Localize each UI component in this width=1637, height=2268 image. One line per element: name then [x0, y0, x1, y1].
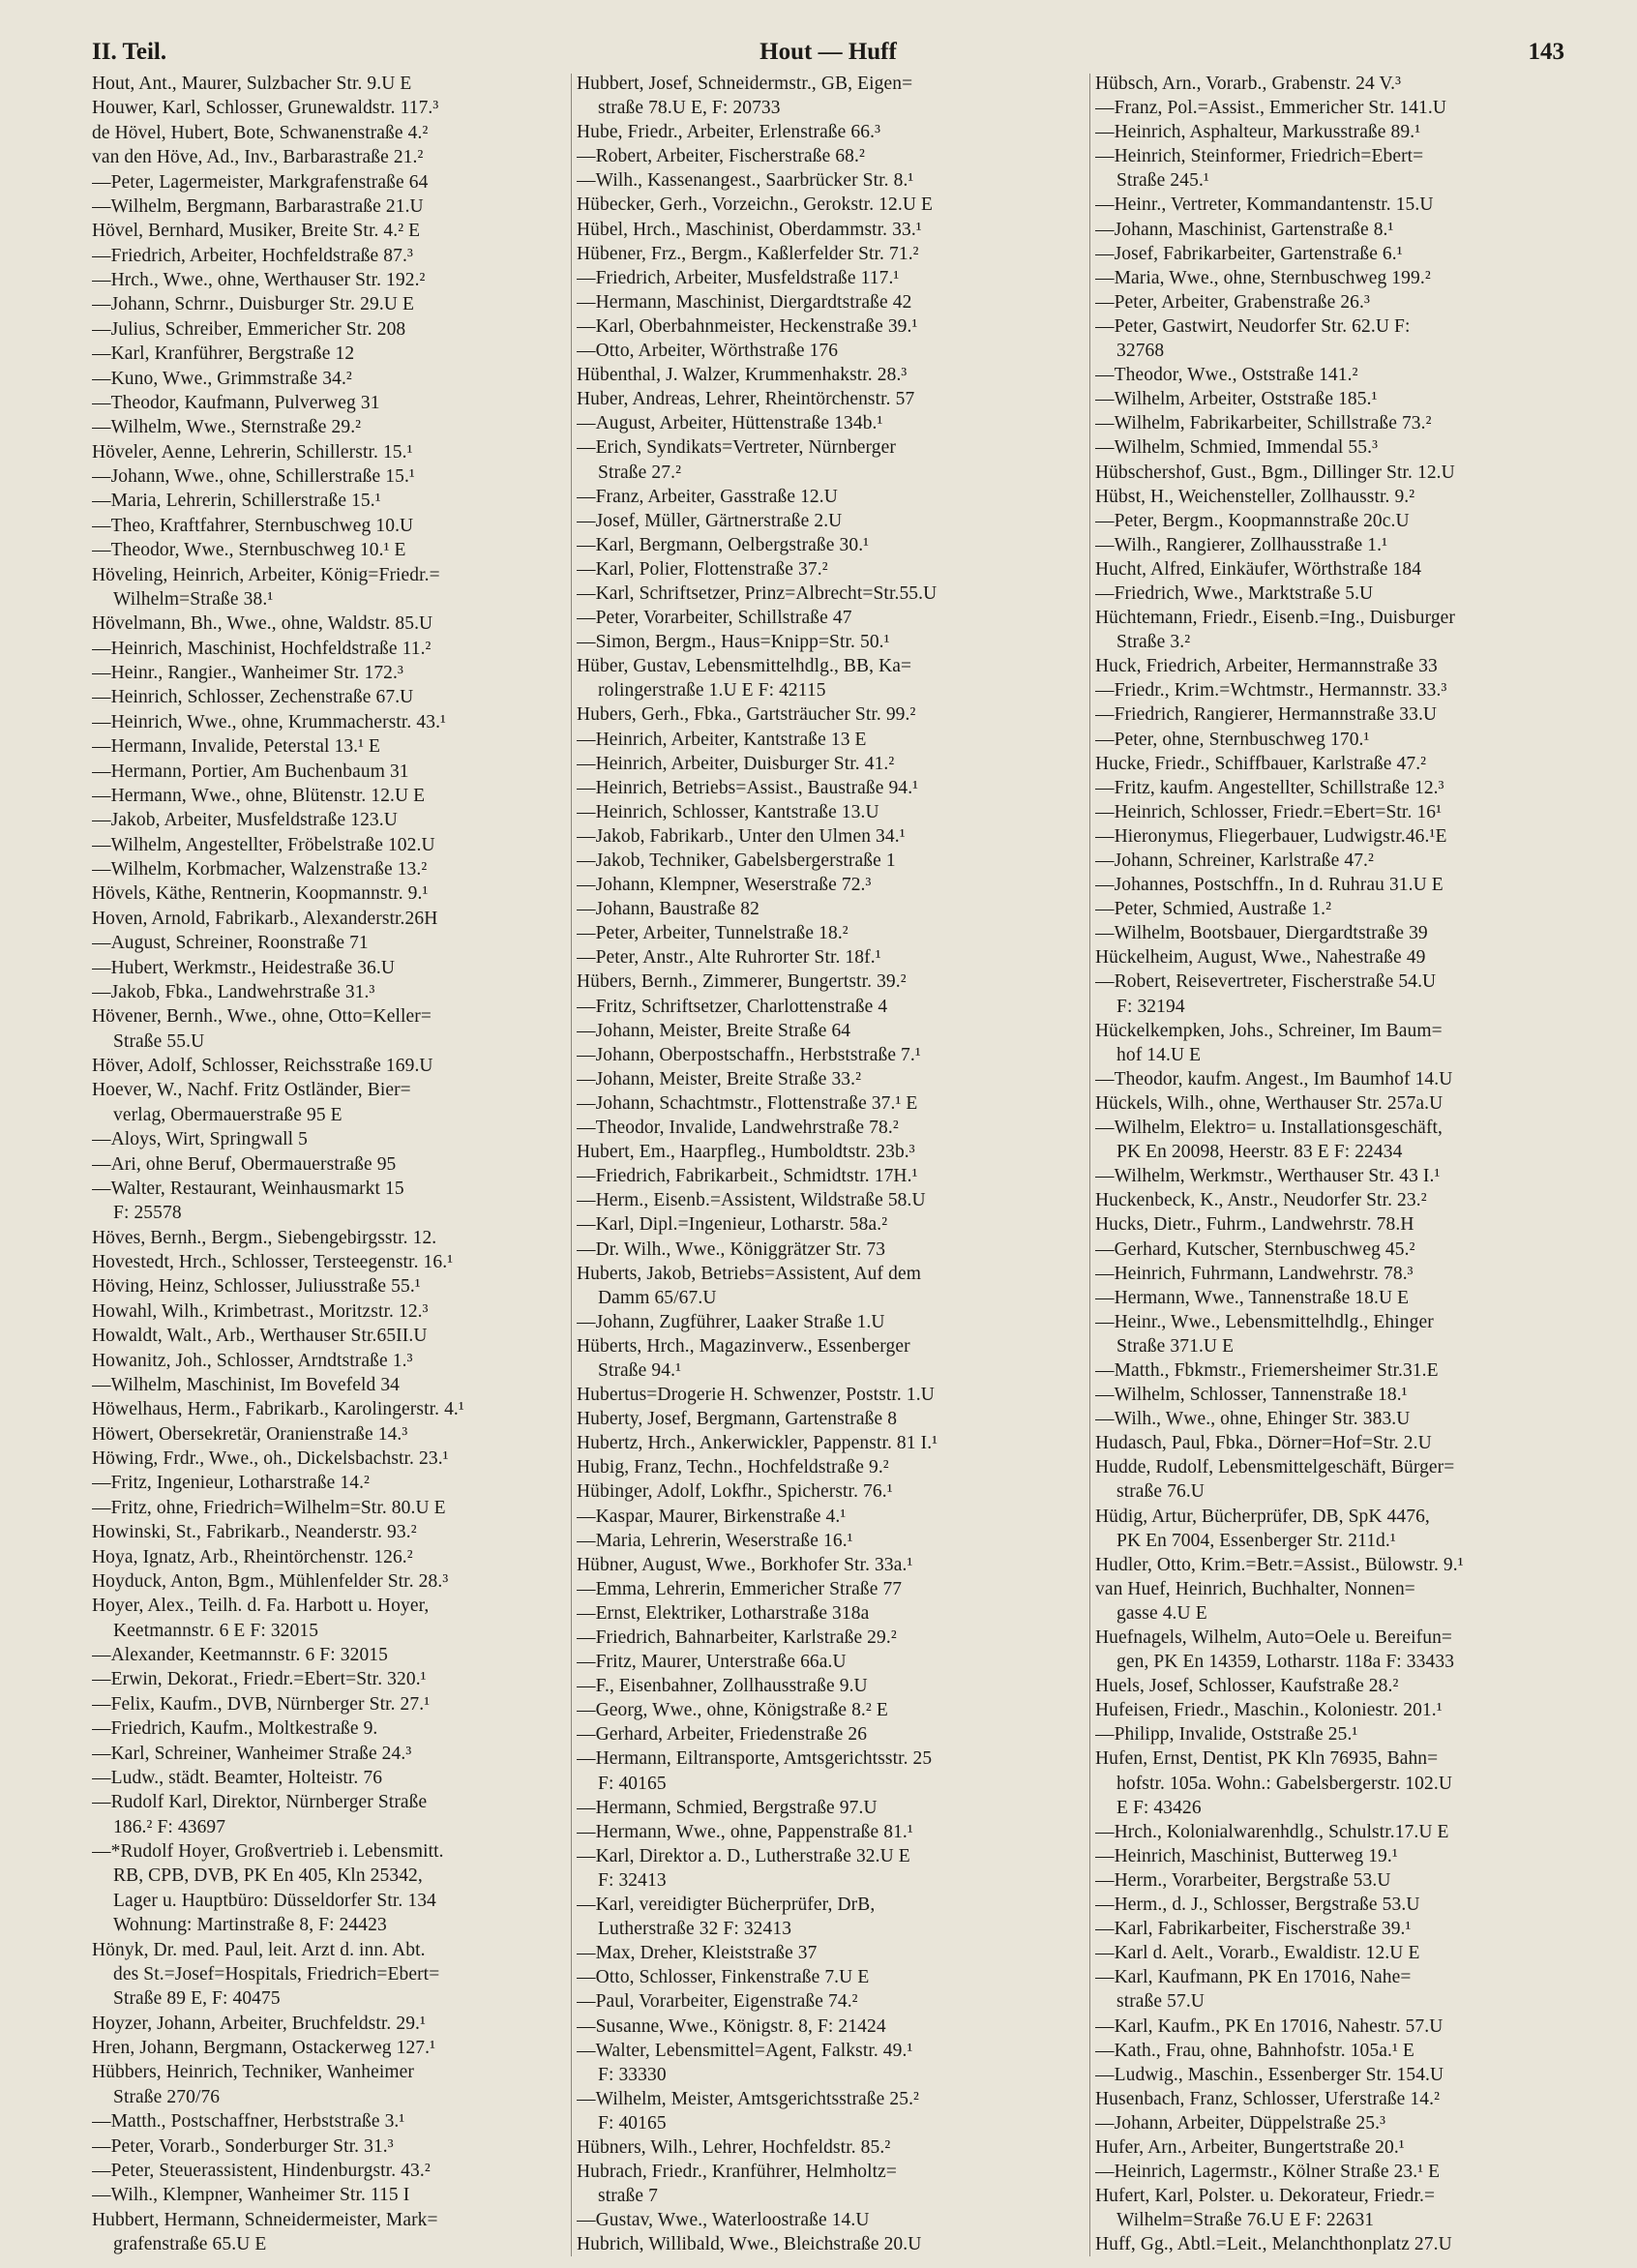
directory-entry: Hübners, Wilh., Lehrer, Hochfeldstr. 85.²	[577, 2136, 891, 2158]
directory-entry-continuation: F: 33330	[598, 2064, 667, 2085]
directory-entry: Hucks, Dietr., Fuhrm., Landwehrstr. 78.H	[1095, 1214, 1414, 1236]
directory-entry-continuation: Straße 245.¹	[1116, 170, 1209, 192]
directory-entry-continuation: gasse 4.U E	[1116, 1602, 1207, 1624]
directory-entry: —Johann, Wwe., ohne, Schillerstraße 15.¹	[92, 466, 415, 487]
directory-entry: —Gustav, Wwe., Waterloostraße 14.U	[577, 2210, 870, 2231]
directory-entry-continuation: PK En 7004, Essenberger Str. 211d.¹	[1116, 1530, 1396, 1551]
directory-entry: —Peter, Vorarb., Sonderburger Str. 31.³	[92, 2135, 394, 2157]
directory-entry: —August, Schreiner, Roonstraße 71	[92, 933, 369, 954]
directory-entry: —Hrch., Wwe., ohne, Werthauser Str. 192.²	[92, 270, 426, 290]
directory-entry: Hufer, Arn., Arbeiter, Bungertstraße 20.¹	[1095, 2136, 1405, 2158]
directory-entry: —Otto, Schlosser, Finkenstraße 7.U E	[577, 1967, 870, 1988]
directory-entry: —Friedrich, Arbeiter, Musfeldstraße 117.¹	[577, 267, 900, 288]
directory-entry: Huberty, Josef, Bergmann, Gartenstraße 8	[577, 1409, 898, 1430]
directory-entry: Hucht, Alfred, Einkäufer, Wörthstraße 184	[1095, 558, 1422, 580]
directory-entry: —Friedrich, Wwe., Marktstraße 5.U	[1095, 582, 1374, 604]
directory-entry: Hubert, Em., Haarpfleg., Humboldtstr. 23b.³	[577, 1142, 915, 1163]
directory-entry: Hoever, W., Nachf. Fritz Ostländer, Bier=	[92, 1080, 411, 1101]
directory-entry: —Heinr., Wwe., Lebensmittelhdlg., Ehinger	[1095, 1311, 1434, 1332]
directory-entry: —Walter, Lebensmittel=Agent, Falkstr. 49.¹	[577, 2040, 913, 2061]
directory-entry: —Matth., Postschaffner, Herbststraße 3.¹	[92, 2111, 405, 2133]
directory-entry: Hubertus=Drogerie H. Schwenzer, Poststr. 1.U	[577, 1385, 935, 1406]
directory-entry: —*Rudolf Hoyer, Großvertrieb i. Lebensmitt.	[92, 1841, 444, 1862]
directory-entry: —Franz, Arbeiter, Gasstraße 12.U	[577, 486, 838, 507]
directory-entry: —Peter, Arbeiter, Grabenstraße 26.³	[1095, 291, 1370, 313]
directory-entry-continuation: Straße 371.U E	[1116, 1335, 1235, 1357]
directory-entry: —Hermann, Eiltransporte, Amtsgerichtsstr. 25	[577, 1748, 933, 1770]
directory-entry: —Peter, Anstr., Alte Ruhrorter Str. 18f.¹	[577, 947, 881, 969]
directory-entry: —Robert, Arbeiter, Fischerstraße 68.²	[577, 146, 865, 167]
directory-entry: Hubbert, Josef, Schneidermstr., GB, Eigen=	[577, 74, 913, 94]
directory-entry: —Matth., Fbkmstr., Friemersheimer Str.31.E	[1095, 1359, 1439, 1381]
directory-entry: Hubertz, Hrch., Ankerwickler, Pappenstr. 81 I.¹	[577, 1433, 938, 1454]
directory-entry: —Wilhelm, Fabrikarbeiter, Schillstraße 73.²	[1095, 413, 1432, 434]
directory-column-3	[1095, 74, 1574, 2256]
directory-entry: —Jakob, Fabrikarb., Unter den Ulmen 34.¹	[577, 825, 906, 847]
directory-entry: —Wilhelm, Wwe., Sternstraße 29.²	[92, 417, 362, 438]
directory-entry: —Theodor, Kaufmann, Pulverweg 31	[92, 392, 380, 413]
directory-entry: —Peter, Schmied, Austraße 1.²	[1095, 899, 1332, 920]
directory-entry: Hoyduck, Anton, Bgm., Mühlenfelder Str. 28.³	[92, 1570, 449, 1592]
directory-entry: —Karl d. Aelt., Vorarb., Ewaldistr. 12.U E	[1095, 1943, 1420, 1964]
directory-entry-continuation: F: 25578	[113, 1203, 182, 1224]
directory-entry: Hufert, Karl, Polster. u. Dekorateur, Friedr.=	[1095, 2186, 1436, 2207]
column-divider	[1089, 74, 1090, 2256]
directory-entry: —Erwin, Dekorat., Friedr.=Ebert=Str. 320.¹	[92, 1669, 427, 1690]
directory-entry: —Wilhelm, Maschinist, Im Bovefeld 34	[92, 1374, 401, 1395]
directory-entry: —Johann, Schreiner, Karlstraße 47.²	[1095, 850, 1374, 871]
directory-entry: —Paul, Vorarbeiter, Eigenstraße 74.²	[577, 1991, 858, 2013]
directory-entry: Hübenthal, J. Walzer, Krummenhakstr. 28.³	[577, 365, 908, 386]
directory-entry: Hren, Johann, Bergmann, Ostackerweg 127.¹	[92, 2038, 436, 2058]
directory-entry: —Wilh., Wwe., ohne, Ehinger Str. 383.U	[1095, 1409, 1411, 1430]
directory-entry: —Heinrich, Maschinist, Hochfeldstraße 11.²	[92, 638, 432, 659]
directory-entry-continuation: Lutherstraße 32 F: 32413	[598, 1919, 792, 1940]
directory-entry: —Peter, Lagermeister, Markgrafenstraße 64	[92, 171, 429, 193]
directory-entry-continuation: PK En 20098, Heerstr. 83 E F: 22434	[1116, 1142, 1403, 1163]
directory-entry: —Johann, Meister, Breite Straße 33.²	[577, 1068, 862, 1089]
directory-entry: —Heinrich, Arbeiter, Duisburger Str. 41.²	[577, 753, 895, 774]
directory-entry-continuation: Straße 270/76	[113, 2086, 221, 2107]
directory-entry: Hubrach, Friedr., Kranführer, Helmholtz=	[577, 2162, 897, 2183]
directory-entry: —F., Eisenbahner, Zollhausstraße 9.U	[577, 1676, 868, 1697]
directory-entry-continuation: Straße 27.²	[598, 462, 682, 483]
directory-entry: Hoyzer, Johann, Arbeiter, Bruchfeldstr. 29.¹	[92, 2013, 426, 2034]
directory-entry-continuation: Lager u. Hauptbüro: Düsseldorfer Str. 134	[113, 1890, 436, 1911]
directory-entry: —Karl, Bergmann, Oelbergstraße 30.¹	[577, 534, 870, 555]
directory-entry: —Karl, Direktor a. D., Lutherstraße 32.U E	[577, 1845, 910, 1866]
directory-entry: Hövelmann, Bh., Wwe., ohne, Waldstr. 85.U	[92, 613, 433, 635]
directory-entry: Hoven, Arnold, Fabrikarb., Alexanderstr.26H	[92, 908, 438, 929]
directory-entry: —Wilhelm, Angestellter, Fröbelstraße 102.U	[92, 834, 435, 855]
directory-entry: —Heinrich, Steinformer, Friedrich=Ebert=	[1095, 146, 1424, 167]
directory-entry: —Johann, Meister, Breite Straße 64	[577, 1020, 851, 1041]
directory-entry: Höwing, Frdr., Wwe., oh., Dickelsbachstr. 23.¹	[92, 1448, 449, 1469]
directory-entry-continuation: F: 32413	[598, 1869, 667, 1891]
directory-entry: —Hermann, Wwe., ohne, Blütenstr. 12.U E	[92, 785, 426, 806]
directory-entry: —Kath., Frau, ohne, Bahnhofstr. 105a.¹ E	[1095, 2040, 1414, 2061]
directory-entry: —Wilhelm, Arbeiter, Oststraße 185.¹	[1095, 389, 1378, 410]
directory-entry-continuation: 186.² F: 43697	[113, 1816, 226, 1837]
directory-column-1	[92, 74, 566, 2256]
directory-entry: —Hermann, Maschinist, Diergardtstraße 42	[577, 291, 912, 313]
directory-entry: Huberts, Jakob, Betriebs=Assistent, Auf dem	[577, 1263, 921, 1284]
directory-entry: —Friedr., Krim.=Wchtmstr., Hermannstr. 33.³	[1095, 680, 1447, 701]
directory-entry: —Heinrich, Lagermstr., Kölner Straße 23.¹ E	[1095, 2162, 1441, 2183]
directory-entry: —Hermann, Wwe., Tannenstraße 18.U E	[1095, 1287, 1410, 1308]
directory-entry: Hucke, Friedr., Schiffbauer, Karlstraße 47.²	[1095, 753, 1427, 774]
directory-entry: Hubrich, Willibald, Wwe., Bleichstraße 20.U	[577, 2234, 922, 2255]
directory-entry: —Johannes, Postschffn., In d. Ruhrau 31.U E	[1095, 875, 1444, 896]
directory-entry: Hübecker, Gerh., Vorzeichn., Gerokstr. 12.U E	[577, 194, 933, 216]
directory-entry-continuation: grafenstraße 65.U E	[113, 2234, 267, 2254]
directory-entry: —Maria, Lehrerin, Schillerstraße 15.¹	[92, 491, 381, 512]
directory-entry: —Philipp, Invalide, Oststraße 25.¹	[1095, 1724, 1358, 1746]
directory-entry: Howinski, St., Fabrikarb., Neanderstr. 93.²	[92, 1522, 417, 1543]
directory-entry: Hönyk, Dr. med. Paul, leit. Arzt d. inn. Abt.	[92, 1939, 426, 1960]
directory-entry: —Heinrich, Schlosser, Zechenstraße 67.U	[92, 687, 414, 708]
directory-entry: Höver, Adolf, Schlosser, Reichsstraße 169.U	[92, 1056, 433, 1076]
directory-entry: Hubers, Gerh., Fbka., Gartsträucher Str. 99.²	[577, 704, 916, 726]
directory-entry: Höwert, Obersekretär, Oranienstraße 14.³	[92, 1423, 408, 1445]
directory-entry: —Heinrich, Asphalteur, Markusstraße 89.¹	[1095, 122, 1421, 143]
directory-entry: Hoya, Ignatz, Arb., Rheintörchenstr. 126.²	[92, 1546, 413, 1567]
directory-entry: —Theo, Kraftfahrer, Sternbuschweg 10.U	[92, 515, 414, 536]
directory-entry: de Hövel, Hubert, Bote, Schwanenstraße 4.²	[92, 122, 429, 143]
directory-entry: —Friedrich, Kaufm., Moltkestraße 9.	[92, 1718, 378, 1740]
directory-entry-continuation: straße 57.U	[1116, 1991, 1205, 2013]
directory-entry: —Friedrich, Bahnarbeiter, Karlstraße 29.²	[577, 1627, 897, 1648]
directory-entry: —Georg, Wwe., ohne, Königstraße 8.² E	[577, 1700, 888, 1721]
directory-entry: —Hieronymus, Fliegerbauer, Ludwigstr.46.¹E	[1095, 825, 1447, 847]
directory-entry: Hufen, Ernst, Dentist, PK Kln 76935, Bahn=	[1095, 1748, 1439, 1770]
directory-entry: —Karl, vereidigter Bücherprüfer, DrB,	[577, 1895, 876, 1916]
directory-entry: —Jakob, Techniker, Gabelsbergerstraße 1	[577, 850, 896, 871]
directory-entry-continuation: F: 32194	[1116, 996, 1185, 1017]
directory-entry-continuation: Keetmannstr. 6 E F: 32015	[113, 1620, 319, 1641]
directory-entry: —Alexander, Keetmannstr. 6 F: 32015	[92, 1645, 388, 1665]
directory-entry: —Aloys, Wirt, Springwall 5	[92, 1129, 308, 1150]
directory-entry: —Heinrich, Schlosser, Kantstraße 13.U	[577, 801, 879, 822]
directory-entry: Huels, Josef, Schlosser, Kaufstraße 28.²	[1095, 1676, 1399, 1697]
directory-entry: —Heinrich, Wwe., ohne, Krummacherstr. 43.¹	[92, 711, 447, 732]
directory-entry: —Wilhelm, Bootsbauer, Diergardtstraße 39	[1095, 923, 1428, 944]
directory-entry: —Gerhard, Kutscher, Sternbuschweg 45.²	[1095, 1238, 1415, 1260]
directory-entry: —Kaspar, Maurer, Birkenstraße 4.¹	[577, 1506, 847, 1527]
directory-entry-continuation: hofstr. 105a. Wohn.: Gabelsbergerstr. 102.U	[1116, 1773, 1453, 1794]
directory-entry: —Hermann, Schmied, Bergstraße 97.U	[577, 1797, 878, 1818]
section-label: II. Teil.	[92, 39, 167, 65]
directory-entry: —Rudolf Karl, Direktor, Nürnberger Straße	[92, 1792, 428, 1813]
directory-entry: Howanitz, Joh., Schlosser, Arndtstraße 1.³	[92, 1350, 413, 1371]
directory-entry-continuation: RB, CPB, DVB, PK En 405, Kln 25342,	[113, 1865, 423, 1887]
directory-entry: —Fritz, Schriftsetzer, Charlottenstraße 4	[577, 996, 888, 1017]
directory-entry-continuation: Straße 3.²	[1116, 632, 1191, 653]
directory-entry: —Karl, Kaufmann, PK En 17016, Nahe=	[1095, 1967, 1412, 1988]
directory-entry: —Simon, Bergm., Haus=Knipp=Str. 50.¹	[577, 632, 890, 653]
directory-entry: Huber, Andreas, Lehrer, Rheintörchenstr. 57	[577, 389, 915, 410]
directory-entry: —Wilh., Kassenangest., Saarbrücker Str. 8.¹	[577, 170, 914, 192]
directory-entry: —Heinrich, Fuhrmann, Landwehrstr. 78.³	[1095, 1263, 1414, 1284]
directory-entry: —Ludw., städt. Beamter, Holteistr. 76	[92, 1767, 383, 1788]
directory-entry: —Otto, Arbeiter, Wörthstraße 176	[577, 341, 839, 362]
directory-entry: —Heinr., Vertreter, Kommandantenstr. 15.U	[1095, 194, 1434, 216]
directory-entry: Hudasch, Paul, Fbka., Dörner=Hof=Str. 2.U	[1095, 1433, 1432, 1454]
directory-entry: Hövels, Käthe, Rentnerin, Koopmannstr. 9.¹	[92, 883, 429, 905]
directory-entry-continuation: straße 78.U E, F: 20733	[598, 98, 781, 119]
directory-entry: —Karl, Dipl.=Ingenieur, Lotharstr. 58a.²	[577, 1214, 888, 1236]
directory-entry: Hube, Friedr., Arbeiter, Erlenstraße 66.³	[577, 122, 881, 143]
directory-entry: Hübner, August, Wwe., Borkhofer Str. 33a.¹	[577, 1554, 913, 1575]
directory-entry: —Theodor, Wwe., Sternbuschweg 10.¹ E	[92, 540, 406, 561]
directory-entry: —Ludwig., Maschin., Essenberger Str. 154.U	[1095, 2064, 1444, 2085]
directory-entry-continuation: F: 40165	[598, 2112, 667, 2134]
directory-entry-continuation: Wilhelm=Straße 38.¹	[113, 588, 274, 610]
directory-entry: Hübsch, Arn., Vorarb., Grabenstr. 24 V.³	[1095, 74, 1402, 94]
directory-entry: Höves, Bernh., Bergm., Siebengebirgsstr. 12.	[92, 1227, 437, 1248]
directory-entry: van Huef, Heinrich, Buchhalter, Nonnen=	[1095, 1578, 1415, 1599]
directory-entry: —Hermann, Wwe., ohne, Pappenstraße 81.¹	[577, 1821, 913, 1842]
directory-entry: Hüchtemann, Friedr., Eisenb.=Ing., Duisburger	[1095, 608, 1456, 629]
directory-entry: —Karl, Schriftsetzer, Prinz=Albrecht=Str.55.U	[577, 582, 938, 604]
directory-entry: —Franz, Pol.=Assist., Emmericher Str. 141.U	[1095, 98, 1447, 119]
directory-entry: Hückelheim, August, Wwe., Nahestraße 49	[1095, 947, 1426, 969]
directory-entry-continuation: des St.=Josef=Hospitals, Friedrich=Ebert=	[113, 1963, 440, 1984]
directory-entry: Hövener, Bernh., Wwe., ohne, Otto=Keller=	[92, 1006, 432, 1028]
directory-entry: —Wilhelm, Meister, Amtsgerichtsstraße 25.²	[577, 2088, 919, 2109]
column-divider	[571, 74, 572, 2256]
directory-entry: —Hermann, Portier, Am Buchenbaum 31	[92, 761, 409, 782]
directory-entry: —Wilhelm, Schmied, Immendal 55.³	[1095, 437, 1379, 459]
directory-entry-continuation: F: 40165	[598, 1773, 667, 1794]
directory-entry-continuation: Straße 94.¹	[598, 1359, 682, 1381]
directory-entry: Howaldt, Walt., Arb., Werthauser Str.65II.U	[92, 1326, 428, 1347]
directory-entry-continuation: gen, PK En 14359, Lotharstr. 118a F: 33433	[1116, 1652, 1455, 1673]
directory-entry: Huff, Gg., Abtl.=Leit., Melanchthonplatz 27.U	[1095, 2234, 1452, 2255]
directory-entry: —Ari, ohne Beruf, Obermauerstraße 95	[92, 1153, 397, 1175]
directory-entry: —Fritz, kaufm. Angestellter, Schillstraße 12.³	[1095, 777, 1444, 798]
directory-entry: —Max, Dreher, Kleiststraße 37	[577, 1943, 818, 1964]
directory-entry: Hübinger, Adolf, Lokfhr., Spicherstr. 76.¹	[577, 1481, 893, 1503]
directory-entry-continuation: straße 76.U	[1116, 1481, 1205, 1503]
directory-entry: —Karl, Kranführer, Bergstraße 12	[92, 343, 355, 365]
directory-entry: —Peter, Arbeiter, Tunnelstraße 18.²	[577, 923, 848, 944]
directory-column-2	[577, 74, 1085, 2256]
directory-entry: Hubig, Franz, Techn., Hochfeldstraße 9.²	[577, 1457, 889, 1478]
directory-entry: —Johann, Klempner, Weserstraße 72.³	[577, 875, 872, 896]
directory-entry: —Maria, Wwe., ohne, Sternbuschweg 199.²	[1095, 267, 1431, 288]
directory-entry: —Wilhelm, Werkmstr., Werthauser Str. 43 I.¹	[1095, 1166, 1441, 1187]
directory-entry: Hübel, Hrch., Maschinist, Oberdammstr. 33.¹	[577, 219, 922, 240]
directory-entry-continuation: Straße 55.U	[113, 1030, 205, 1052]
directory-entry: Hübers, Bernh., Zimmerer, Bungertstr. 39.²	[577, 971, 907, 993]
directory-entry: —Friedrich, Rangierer, Hermannstraße 33.U	[1095, 704, 1438, 726]
directory-entry: Hoyer, Alex., Teilh. d. Fa. Harbott u. Hoyer,	[92, 1596, 430, 1617]
directory-entry: Husenbach, Franz, Schlosser, Uferstraße 14.²	[1095, 2088, 1441, 2109]
directory-entry-continuation: verlag, Obermauerstraße 95 E	[113, 1104, 342, 1125]
directory-entry: Hübbers, Heinrich, Techniker, Wanheimer	[92, 2062, 415, 2083]
directory-entry: —August, Arbeiter, Hüttenstraße 134b.¹	[577, 413, 883, 434]
directory-entry: —Heinrich, Maschinist, Butterweg 19.¹	[1095, 1845, 1398, 1866]
page-number: 143	[1528, 39, 1564, 65]
directory-entry: —Susanne, Wwe., Königstr. 8, F: 21424	[577, 2015, 886, 2037]
directory-entry: —Ernst, Elektriker, Lotharstraße 318a	[577, 1602, 870, 1624]
directory-entry: —Karl, Schreiner, Wanheimer Straße 24.³	[92, 1743, 412, 1764]
directory-entry: —Felix, Kaufm., DVB, Nürnberger Str. 27.¹	[92, 1693, 431, 1715]
directory-entry: —Walter, Restaurant, Weinhausmarkt 15	[92, 1178, 404, 1199]
directory-entry: —Wilhelm, Korbmacher, Walzenstraße 13.²	[92, 859, 428, 880]
directory-entry: —Peter, Steuerassistent, Hindenburgstr. 43.²	[92, 2160, 431, 2181]
directory-entry: Hübschershof, Gust., Bgm., Dillinger Str. 12.U	[1095, 462, 1455, 483]
directory-entry: —Josef, Müller, Gärtnerstraße 2.U	[577, 510, 843, 531]
directory-entry: Hubbert, Hermann, Schneidermeister, Mark=	[92, 2209, 438, 2230]
directory-entry: —Friedrich, Arbeiter, Hochfeldstraße 87.³	[92, 245, 413, 266]
directory-entry: —Karl, Polier, Flottenstraße 37.²	[577, 558, 828, 580]
directory-entry: —Wilh., Rangierer, Zollhausstraße 1.¹	[1095, 534, 1388, 555]
directory-entry: Hüber, Gustav, Lebensmittelhdlg., BB, Ka=	[577, 656, 912, 677]
directory-entry-continuation: E F: 43426	[1116, 1797, 1202, 1818]
directory-entry: Hückelkempken, Johs., Schreiner, Im Baum=	[1095, 1020, 1443, 1041]
directory-entry: Hüdig, Artur, Bücherprüfer, DB, SpK 4476,	[1095, 1506, 1430, 1527]
directory-entry: —Fritz, ohne, Friedrich=Wilhelm=Str. 80.U E	[92, 1497, 446, 1518]
directory-entry: —Jakob, Arbeiter, Musfeldstraße 123.U	[92, 810, 398, 831]
directory-entry: —Julius, Schreiber, Emmericher Str. 208	[92, 318, 406, 340]
directory-entry: Hufeisen, Friedr., Maschin., Koloniestr. 201.¹	[1095, 1700, 1443, 1721]
directory-entry: —Friedrich, Fabrikarbeit., Schmidtstr. 17H.¹	[577, 1166, 918, 1187]
directory-entry: Houwer, Karl, Schlosser, Grunewaldstr. 117.³	[92, 98, 439, 119]
directory-entry: —Theodor, Invalide, Landwehrstraße 78.²	[577, 1118, 899, 1139]
directory-entry: —Heinr., Rangier., Wanheimer Str. 172.³	[92, 663, 403, 683]
directory-entry: Hübener, Frz., Bergm., Kaßlerfelder Str. 71.²	[577, 243, 919, 264]
directory-entry: —Heinrich, Betriebs=Assist., Baustraße 94.¹	[577, 777, 919, 798]
directory-entry-continuation: Straße 89 E, F: 40475	[113, 1988, 281, 2010]
directory-entry-continuation: Wilhelm=Straße 76.U E F: 22631	[1116, 2210, 1375, 2231]
directory-entry: —Jakob, Fbka., Landwehrstraße 31.³	[92, 981, 375, 1002]
directory-entry: —Theodor, kaufm. Angest., Im Baumhof 14.U	[1095, 1068, 1453, 1089]
directory-entry: —Maria, Lehrerin, Weserstraße 16.¹	[577, 1530, 853, 1551]
directory-entry: —Johann, Zugführer, Laaker Straße 1.U	[577, 1311, 885, 1332]
directory-entry: —Hubert, Werkmstr., Heidestraße 36.U	[92, 957, 396, 978]
directory-entry: Huck, Friedrich, Arbeiter, Hermannstraße 33	[1095, 656, 1438, 677]
directory-entry: —Kuno, Wwe., Grimmstraße 34.²	[92, 368, 352, 389]
directory-entry: —Fritz, Maurer, Unterstraße 66a.U	[577, 1652, 847, 1673]
directory-entry: —Herm., Vorarbeiter, Bergstraße 53.U	[1095, 1869, 1391, 1891]
directory-entry: Hout, Ant., Maurer, Sulzbacher Str. 9.U E	[92, 74, 412, 94]
directory-entry: Höving, Heinz, Schlosser, Juliusstraße 55.¹	[92, 1276, 421, 1298]
directory-entry: —Hrch., Kolonialwarenhdlg., Schulstr.17.U E	[1095, 1821, 1449, 1842]
directory-entry: —Johann, Baustraße 82	[577, 899, 759, 920]
directory-entry: —Heinrich, Schlosser, Friedr.=Ebert=Str. 16¹	[1095, 801, 1443, 822]
directory-entry: Höveler, Aenne, Lehrerin, Schillerstr. 15.¹	[92, 441, 413, 463]
directory-entry: —Gerhard, Arbeiter, Friedenstraße 26	[577, 1724, 868, 1746]
directory-entry: —Fritz, Ingenieur, Lotharstraße 14.²	[92, 1473, 370, 1494]
directory-entry-continuation: rolingerstraße 1.U E F: 42115	[598, 680, 826, 701]
directory-entry: —Peter, Vorarbeiter, Schillstraße 47	[577, 608, 852, 629]
directory-entry: —Heinrich, Arbeiter, Kantstraße 13 E	[577, 729, 867, 750]
directory-entry: —Peter, Bergm., Koopmannstraße 20c.U	[1095, 510, 1410, 531]
directory-entry: —Wilhelm, Schlosser, Tannenstraße 18.¹	[1095, 1385, 1408, 1406]
directory-entry: —Emma, Lehrerin, Emmericher Straße 77	[577, 1578, 903, 1599]
directory-entry: —Karl, Oberbahnmeister, Heckenstraße 39.¹	[577, 315, 918, 337]
page-header	[92, 39, 1564, 72]
directory-entry: —Hermann, Invalide, Peterstal 13.¹ E	[92, 736, 381, 758]
directory-entry-continuation: hof 14.U E	[1116, 1044, 1202, 1065]
directory-entry-continuation: 32768	[1116, 341, 1165, 362]
directory-entry: —Johann, Oberpostschaffn., Herbststraße 7.¹	[577, 1044, 921, 1065]
directory-entry: Hovestedt, Hrch., Schlosser, Tersteegenstr. 16.¹	[92, 1252, 454, 1272]
directory-entry: —Herm., d. J., Schlosser, Bergstraße 53.U	[1095, 1895, 1420, 1916]
directory-entry: —Erich, Syndikats=Vertreter, Nürnberger	[577, 437, 896, 459]
directory-entry-continuation: Wohnung: Martinstraße 8, F: 24423	[113, 1915, 387, 1936]
directory-entry: Hübst, H., Weichensteller, Zollhausstr. 9.²	[1095, 486, 1415, 507]
directory-entry: Hövel, Bernhard, Musiker, Breite Str. 4.² E	[92, 221, 421, 242]
directory-entry: —Karl, Fabrikarbeiter, Fischerstraße 39.¹	[1095, 1919, 1412, 1940]
directory-entry: —Peter, Gastwirt, Neudorfer Str. 62.U F:	[1095, 315, 1411, 337]
directory-entry: —Wilh., Klempner, Wanheimer Str. 115 I	[92, 2185, 410, 2206]
directory-entry: —Wilhelm, Elektro= u. Installationsgeschäft,	[1095, 1118, 1444, 1139]
directory-entry-continuation: Damm 65/67.U	[598, 1287, 717, 1308]
directory-entry: van den Höve, Ad., Inv., Barbarastraße 21.²	[92, 147, 424, 168]
directory-entry: —Josef, Fabrikarbeiter, Gartenstraße 6.¹	[1095, 243, 1403, 264]
directory-entry: —Johann, Schachtmstr., Flottenstraße 37.¹ E	[577, 1092, 918, 1114]
directory-entry: Hüberts, Hrch., Magazinverw., Essenberger	[577, 1335, 910, 1357]
directory-entry: —Robert, Reisevertreter, Fischerstraße 54.U	[1095, 971, 1437, 993]
directory-entry: Huckenbeck, K., Anstr., Neudorfer Str. 23.²	[1095, 1190, 1427, 1211]
directory-entry: —Johann, Maschinist, Gartenstraße 8.¹	[1095, 219, 1394, 240]
directory-entry: —Johann, Arbeiter, Düppelstraße 25.³	[1095, 2112, 1386, 2134]
directory-entry: —Peter, ohne, Sternbuschweg 170.¹	[1095, 729, 1370, 750]
directory-entry: —Karl, Kaufm., PK En 17016, Nahestr. 57.U	[1095, 2015, 1444, 2037]
directory-entry-continuation: straße 7	[598, 2186, 658, 2207]
directory-entry: Hudler, Otto, Krim.=Betr.=Assist., Bülowstr. 9.¹	[1095, 1554, 1464, 1575]
directory-entry: Höwelhaus, Herm., Fabrikarb., Karolingerstr. 4.¹	[92, 1399, 464, 1420]
directory-entry: —Wilhelm, Bergmann, Barbarastraße 21.U	[92, 195, 424, 217]
directory-entry: —Johann, Schrnr., Duisburger Str. 29.U E	[92, 294, 414, 315]
directory-entry: —Herm., Eisenb.=Assistent, Wildstraße 58.U	[577, 1190, 926, 1211]
running-head: Hout — Huff	[759, 39, 897, 65]
directory-entry: —Dr. Wilh., Wwe., Königgrätzer Str. 73	[577, 1238, 886, 1260]
directory-entry: —Theodor, Wwe., Oststraße 141.²	[1095, 365, 1358, 386]
directory-entry: Höveling, Heinrich, Arbeiter, König=Friedr.=	[92, 564, 440, 585]
directory-entry: Hückels, Wilh., ohne, Werthauser Str. 257a.U	[1095, 1092, 1444, 1114]
directory-entry: Huefnagels, Wilhelm, Auto=Oele u. Bereifun=	[1095, 1627, 1453, 1648]
directory-entry: Howahl, Wilh., Krimbetrast., Moritzstr. 12.³	[92, 1300, 429, 1322]
directory-entry: Hudde, Rudolf, Lebensmittelgeschäft, Bürger=	[1095, 1457, 1455, 1478]
